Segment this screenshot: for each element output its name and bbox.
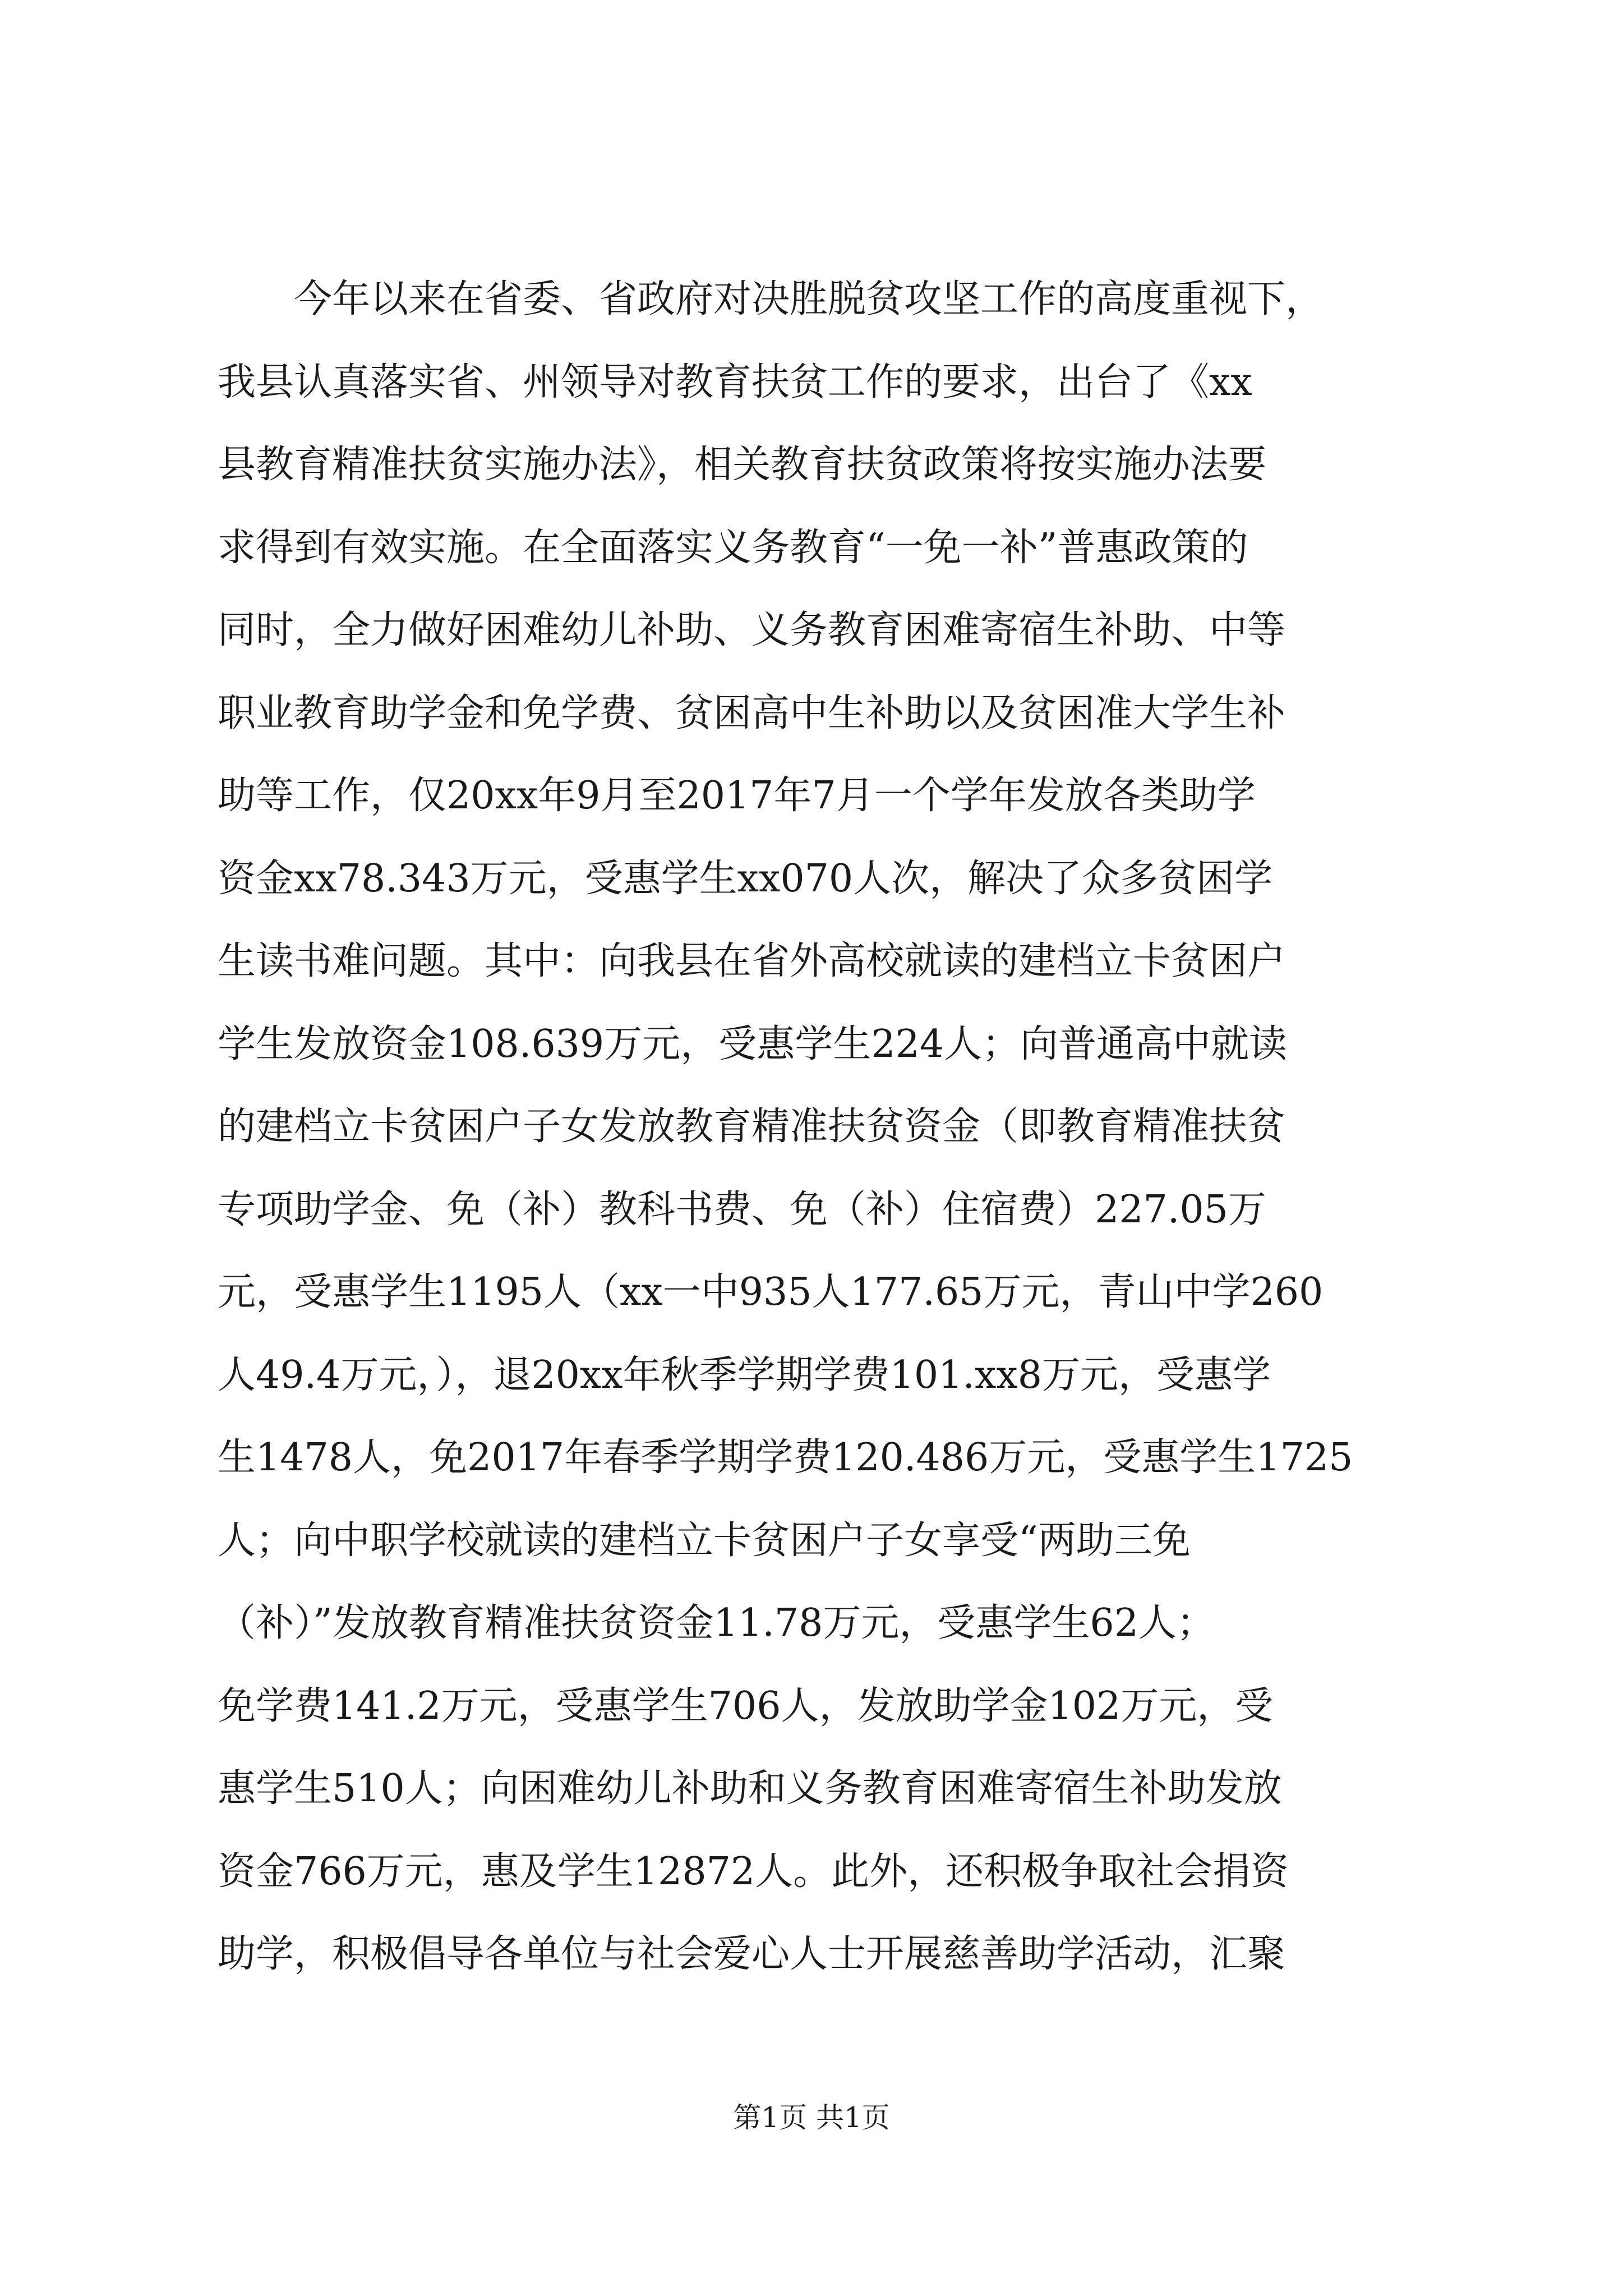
paragraph-line: 今年以来在省委、省政府对决胜脱贫攻坚工作的高度重视下， <box>294 277 1324 321</box>
paragraph-line: 职业教育助学金和免学费、贫困高中生补助以及贫困准大学生补 <box>218 691 1286 735</box>
paragraph-line: 县教育精准扶贫实施办法》，相关教育扶贫政策将按实施办法要 <box>218 443 1267 487</box>
paragraph-line: 助学，积极倡导各单位与社会爱心人士开展慈善助学活动，汇聚 <box>218 1932 1286 1976</box>
paragraph-line: 元，受惠学生1195人（xx一中935人177.65万元，青山中学260 <box>218 1270 1324 1314</box>
paragraph-line: 惠学生510人；向困难幼儿补助和义务教育困难寄宿生补助发放 <box>218 1766 1282 1811</box>
paragraph-line: 学生发放资金108.639万元，受惠学生224人；向普通高中就读 <box>218 1022 1287 1066</box>
paragraph-line: 生1478人，免2017年春季学期学费120.486万元，受惠学生1725 <box>218 1435 1353 1480</box>
paragraph-line: 人；向中职学校就读的建档立卡贫困户子女享受“两助三免 <box>218 1518 1191 1563</box>
paragraph-line: （补）”发放教育精准扶贫资金11.78万元，受惠学生62人； <box>218 1601 1215 1645</box>
paragraph-line: 生读书难问题。其中：向我县在省外高校就读的建档立卡贫困户 <box>218 939 1286 983</box>
paragraph-line: 资金xx78.343万元，受惠学生xx070人次，解决了众多贫困学 <box>218 856 1273 901</box>
paragraph-line: 助等工作，仅20xx年9月至2017年7月一个学年发放各类助学 <box>218 774 1256 818</box>
paragraph-line: 资金766万元，惠及学生12872人。此外，还积极争取社会捐资 <box>218 1849 1289 1894</box>
paragraph-line: 我县认真落实省、州领导对教育扶贫工作的要求，出台了《xx <box>218 360 1252 404</box>
paragraph-line: 免学费141.2万元，受惠学生706人，发放助学金102万元，受 <box>218 1683 1274 1728</box>
body-paragraph <box>218 258 1423 1996</box>
paragraph-line: 求得到有效实施。在全面落实义务教育“一免一补”普惠政策的 <box>218 525 1248 570</box>
paragraph-line: 人49.4万元，），退20xx年秋季学期学费101.xx8万元，受惠学 <box>218 1352 1271 1397</box>
paragraph-line: 的建档立卡贫困户子女发放教育精准扶贫资金（即教育精准扶贫 <box>218 1105 1286 1149</box>
page-number-footer: 第1页 共1页 <box>733 2101 890 2134</box>
paragraph-line: 同时，全力做好困难幼儿补助、义务教育困难寄宿生补助、中等 <box>218 608 1286 652</box>
paragraph-line: 专项助学金、免（补）教科书费、免（补）住宿费）227.05万 <box>218 1187 1266 1232</box>
